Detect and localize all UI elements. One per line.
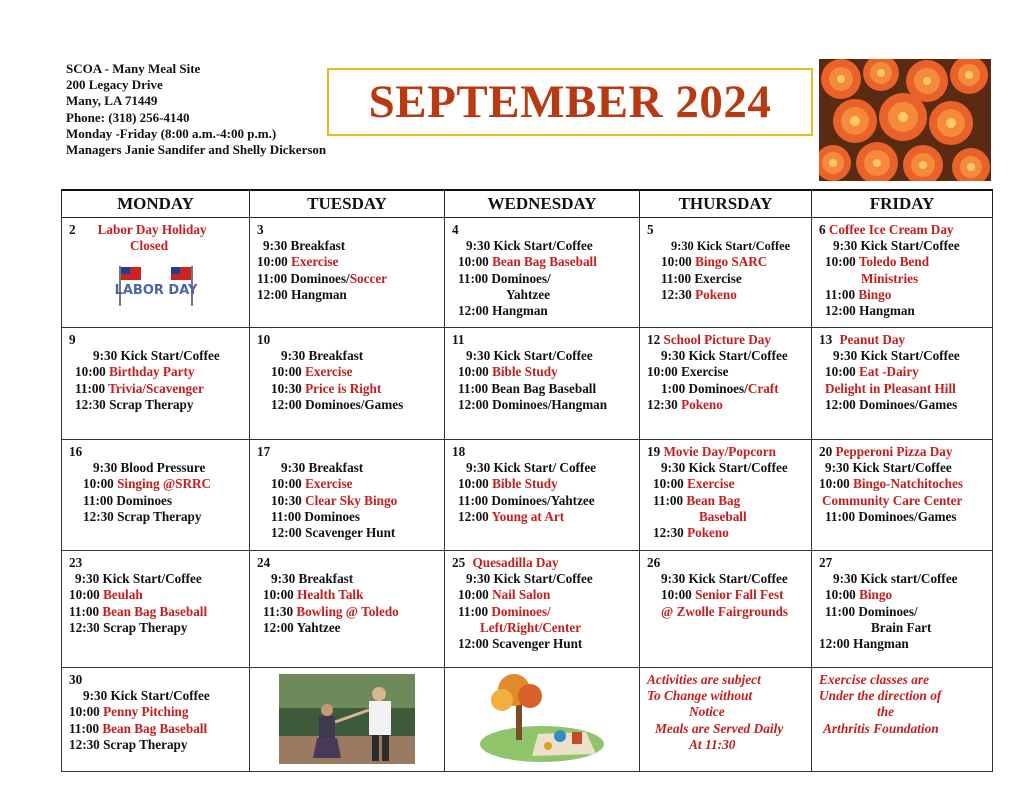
weekday-header: THURSDAY — [640, 190, 812, 218]
day-number: 10 — [257, 332, 271, 347]
note-exercise: Exercise classes are Under the direction of the Arthritis Foundation — [812, 668, 993, 772]
site-address-line2: Many, LA 71449 — [66, 93, 158, 109]
day-cell-30: 30 9:30 Kick Start/Coffee 10:00 Penny Pitching 11:00 Bean Bag Baseball 12:30 Scrap Therapy — [62, 668, 250, 772]
week-row — [62, 551, 993, 668]
special-event: Quesadilla Day — [472, 555, 559, 570]
day-cell-16: 16 9:30 Blood Pressure 10:00 Singing @SRRC 11:00 Dominoes 12:30 Scrap Therapy — [62, 440, 250, 551]
day-cell-11: 11 9:30 Kick Start/Coffee 10:00 Bible Study 11:00 Bean Bag Baseball 12:00 Dominoes/Hangman — [445, 328, 640, 440]
site-name: SCOA - Many Meal Site — [66, 61, 201, 76]
day-number: 11 — [452, 332, 465, 347]
week-row — [62, 668, 993, 772]
day-number: 17 — [257, 444, 271, 459]
day-cell-20: 20 Pepperoni Pizza Day 9:30 Kick Start/Coffee 10:00 Bingo-Natchitoches Community Care Center 11:00 Dominoes/Games — [812, 440, 993, 551]
site-address-line1: 200 Legacy Drive — [66, 77, 163, 93]
special-event: Pepperoni Pizza Day — [835, 444, 953, 459]
dancing-seniors-photo — [279, 674, 415, 764]
day-cell-18: 18 9:30 Kick Start/ Coffee 10:00 Bible Study 11:00 Dominoes/Yahtzee 12:00 Young at Art — [445, 440, 640, 551]
day-cell-9: 9 9:30 Kick Start/Coffee 10:00 Birthday Party 11:00 Trivia/Scavenger 12:30 Scrap Therapy — [62, 328, 250, 440]
day-number: 18 — [452, 444, 466, 459]
mum-flowers-photo — [819, 59, 991, 181]
day-cell-27: 27 9:30 Kick start/Coffee 10:00 Bingo 11:00 Dominoes/ Brain Fart 12:00 Hangman — [812, 551, 993, 668]
site-managers: Managers Janie Sandifer and Shelly Dickerson — [66, 142, 327, 158]
special-event: School Picture Day — [663, 332, 771, 347]
labor-day-flags-icon — [114, 260, 198, 312]
day-number: 25 — [452, 555, 466, 570]
calendar-grid — [61, 189, 993, 772]
day-number: 5 — [647, 222, 654, 237]
special-event-sub: Closed — [130, 238, 169, 254]
day-cell-23: 23 9:30 Kick Start/Coffee 10:00 Beulah 11:00 Bean Bag Baseball 12:30 Scrap Therapy — [62, 551, 250, 668]
day-cell-24: 24 9:30 Breakfast 10:00 Health Talk 11:30 Bowling @ Toledo 12:00 Yahtzee — [250, 551, 445, 668]
day-number: 13 — [819, 332, 833, 347]
day-number: 12 — [647, 332, 661, 347]
day-cell-10: 10 9:30 Breakfast 10:00 Exercise 10:30 Price is Right 12:00 Dominoes/Games — [250, 328, 445, 440]
day-cell-19: 19 Movie Day/Popcorn 9:30 Kick Start/Coffee 10:00 Exercise 11:00 Bean Bag Baseball 12:30 Pokeno — [640, 440, 812, 551]
day-cell-6: 6 Coffee Ice Cream Day 9:30 Kick Start/Coffee 10:00 Toledo Bend Ministries 11:00 Bingo 12:00 Hangman — [812, 218, 993, 328]
month-title-box — [327, 68, 813, 136]
day-cell-2 — [62, 218, 250, 328]
svg-text:LABOR DAY: LABOR DAY — [114, 283, 198, 299]
day-number: 3 — [257, 222, 264, 237]
day-cell-12: 12 School Picture Day 9:30 Kick Start/Coffee 10:00 Exercise 1:00 Dominoes/Craft 12:30 Pokeno — [640, 328, 812, 440]
day-cell-4: 4 9:30 Kick Start/Coffee 10:00 Bean Bag Baseball 11:00 Dominoes/ Yahtzee 12:00 Hangman — [445, 218, 640, 328]
week-row — [62, 218, 993, 328]
note-activities: Activities are subject To Change without Notice Meals are Served Daily At 11:30 — [640, 668, 812, 772]
special-event: Coffee Ice Cream Day — [828, 222, 954, 237]
day-number: 9 — [69, 332, 76, 347]
day-number: 16 — [69, 444, 83, 459]
day-number: 26 — [647, 555, 661, 570]
day-number: 2 — [69, 222, 76, 237]
day-cell-13: 13 Peanut Day 9:30 Kick Start/Coffee 10:00 Eat -Dairy Delight in Pleasant Hill 12:00 Dominoes/Games — [812, 328, 993, 440]
day-cell-25: 25 Quesadilla Day 9:30 Kick Start/Coffee 10:00 Nail Salon 11:00 Dominoes/ Left/Right/Center 12:00 Scavenger Hunt — [445, 551, 640, 668]
day-number: 6 — [819, 222, 826, 237]
site-info — [66, 61, 326, 158]
empty-cell-picnic-illustration — [445, 668, 640, 772]
weekday-header: WEDNESDAY — [445, 190, 640, 218]
day-cell-17: 17 9:30 Breakfast 10:00 Exercise 10:30 Clear Sky Bingo 11:00 Dominoes 12:00 Scavenger Hunt — [250, 440, 445, 551]
special-event: Labor Day Holiday — [97, 222, 207, 237]
week-row — [62, 328, 993, 440]
day-number: 27 — [819, 555, 833, 570]
special-event: Movie Day/Popcorn — [663, 444, 776, 459]
autumn-picnic-illustration — [478, 674, 606, 762]
day-number: 30 — [69, 672, 83, 687]
day-number: 23 — [69, 555, 83, 570]
weekday-header: MONDAY — [62, 190, 250, 218]
day-cell-26: 26 9:30 Kick Start/Coffee 10:00 Senior Fall Fest @ Zwolle Fairgrounds — [640, 551, 812, 668]
empty-cell-dancing-photo — [250, 668, 445, 772]
special-event: Peanut Day — [839, 332, 906, 347]
day-cell-3: 3 9:30 Breakfast 10:00 Exercise 11:00 Dominoes/Soccer 12:00 Hangman — [250, 218, 445, 328]
day-number: 24 — [257, 555, 271, 570]
site-phone: Phone: (318) 256-4140 — [66, 109, 190, 125]
weekday-header: FRIDAY — [812, 190, 993, 218]
weekday-header: TUESDAY — [250, 190, 445, 218]
day-number: 19 — [647, 444, 661, 459]
site-hours: Monday -Friday (8:00 a.m.-4:00 p.m.) — [66, 125, 277, 141]
month-title: SEPTEMBER 2024 — [368, 76, 772, 128]
weekday-header-row — [62, 190, 993, 218]
day-number: 20 — [819, 444, 833, 459]
week-row — [62, 440, 993, 551]
day-number: 4 — [452, 222, 459, 237]
day-cell-5: 5 9:30 Kick Start/Coffee 10:00 Bingo SARC 11:00 Exercise 12:30 Pokeno — [640, 218, 812, 328]
